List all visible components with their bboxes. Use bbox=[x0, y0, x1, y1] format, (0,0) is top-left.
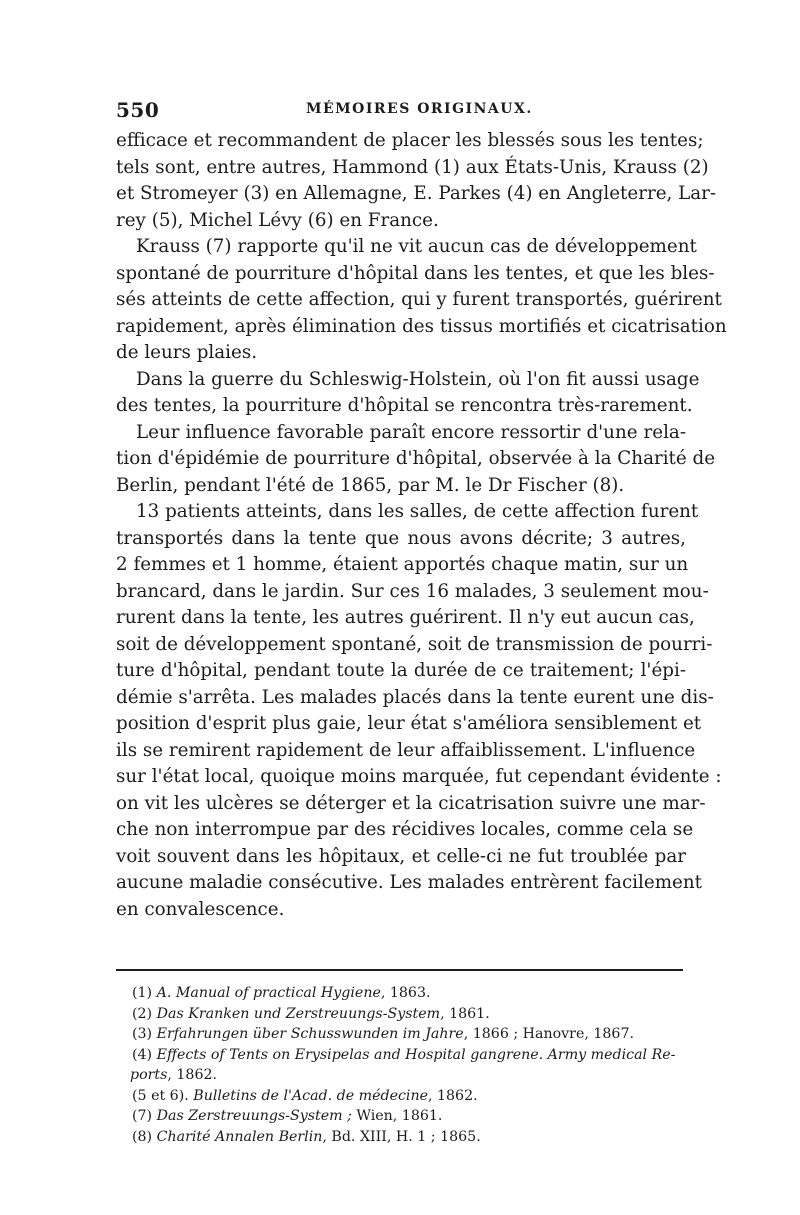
text-line: efficace et recommandent de placer les blessés sous les tentes; bbox=[116, 130, 704, 151]
footnote-mark: (7) bbox=[132, 1108, 153, 1124]
footnotes bbox=[132, 983, 686, 1147]
footnote-5-6 bbox=[132, 1086, 686, 1107]
text-line: spontané de pourriture d'hôpital dans les tentes, et que les bles- bbox=[116, 262, 715, 284]
footnote-author-initial: A. bbox=[156, 985, 176, 1001]
footnote-detail: , 1862. bbox=[427, 1087, 478, 1104]
footnote-detail: , 1863. bbox=[380, 985, 431, 1001]
text-line: en convalescence. bbox=[116, 898, 285, 920]
text-line: Krauss (7) rapporte qu'il ne vit aucun cas de développement bbox=[136, 236, 697, 257]
text-line: ils se remirent rapidement de leur affaiblissement. L'influence bbox=[116, 739, 696, 761]
text-line: aucune maladie consécutive. Les malades entrèrent facilement bbox=[116, 872, 702, 893]
footnote-title: Das Zerstreuungs-System ; bbox=[156, 1108, 352, 1124]
footnote-detail: , 1862. bbox=[167, 1067, 218, 1083]
text-line: on vit les ulcères se déterger et la cicatrisation suivre une mar- bbox=[116, 792, 706, 814]
body-text bbox=[116, 128, 727, 923]
text-line: Dans la guerre du Schleswig-Holstein, où l'on fit aussi usage bbox=[136, 368, 700, 390]
running-title: MÉMOIRES ORIGINAUX. bbox=[306, 101, 533, 117]
page-number: 550 bbox=[116, 98, 160, 122]
text-line: et Stromeyer (3) en Allemagne, E. Parkes (4) en Angleterre, Lar- bbox=[116, 183, 717, 204]
footnote-title: Erfahrungen über Schusswunden im Jahre bbox=[156, 1026, 464, 1042]
footnote-title: ports bbox=[130, 1067, 168, 1083]
text-line: des tentes, la pourriture d'hôpital se rencontra très-rarement. bbox=[116, 395, 693, 416]
footnote-4 bbox=[132, 1045, 686, 1066]
text-line: position d'esprit plus gaie, leur état s'améliora sensiblement et bbox=[116, 713, 702, 734]
footnote-mark: (3) bbox=[132, 1026, 153, 1042]
footnote-8 bbox=[132, 1127, 686, 1148]
footnote-1 bbox=[132, 983, 686, 1004]
footnote-title: Bulletins de l'Acad. de médecine bbox=[193, 1087, 428, 1104]
text-line: 2 femmes et 1 homme, étaient apportés chaque matin, sur un bbox=[116, 554, 689, 575]
text-line: che non interrompue par des récidives locales, comme cela se bbox=[116, 819, 694, 840]
footnote-title: Effects of Tents on Erysipelas and Hospital gangrene. Army medical Re- bbox=[156, 1046, 676, 1063]
footnote-divider bbox=[116, 969, 683, 971]
footnote-title: Manual of practical Hygiene bbox=[175, 985, 381, 1001]
footnote-detail: Wien, 1861. bbox=[351, 1108, 443, 1124]
text-line: ture d'hôpital, pendant toute la durée de ce traitement; l'épi- bbox=[116, 660, 686, 681]
footnote-7 bbox=[132, 1106, 686, 1127]
footnote-detail: , 1861. bbox=[440, 1005, 490, 1022]
text-line: transportés dans la tente que nous avons décrite; 3 autres, bbox=[116, 527, 686, 549]
footnote-mark: (1) bbox=[132, 985, 153, 1001]
page-header bbox=[116, 98, 686, 124]
footnote-2 bbox=[132, 1004, 686, 1025]
text-line: soit de développement spontané, soit de transmission de pourri- bbox=[116, 633, 713, 655]
text-line: sur l'état local, quoique moins marquée, fut cependant évidente : bbox=[116, 766, 722, 787]
text-line: tion d'épidémie de pourriture d'hôpital, observée à la Charité de bbox=[116, 448, 716, 469]
text-line: démie s'arrêta. Les malades placés dans la tente eurent une dis- bbox=[116, 686, 714, 708]
footnote-detail: , Bd. XIII, H. 1 ; 1865. bbox=[322, 1128, 481, 1145]
text-line: de leurs plaies. bbox=[116, 342, 258, 363]
text-line: rurent dans la tente, les autres guérirent. Il n'y eut aucun cas, bbox=[116, 607, 695, 628]
text-line: 13 patients atteints, dans les salles, de cette affection furent bbox=[136, 501, 699, 522]
footnote-mark: (2) bbox=[132, 1005, 153, 1022]
footnote-3 bbox=[132, 1024, 686, 1045]
text-line: rey (5), Michel Lévy (6) en France. bbox=[116, 209, 439, 231]
text-line: sés atteints de cette affection, qui y furent transportés, guérirent bbox=[116, 289, 722, 310]
footnote-mark: (8) bbox=[132, 1128, 153, 1145]
text-line: Berlin, pendant l'été de 1865, par M. le Dr Fischer (8). bbox=[116, 474, 625, 496]
footnote-title: Charité Annalen Berlin bbox=[156, 1128, 323, 1145]
footnote-4-continued bbox=[130, 1065, 686, 1086]
text-line: brancard, dans le jardin. Sur ces 16 malades, 3 seulement mou- bbox=[116, 580, 709, 602]
text-line: rapidement, après élimination des tissus mortifiés et cicatrisation bbox=[116, 315, 727, 337]
text-line: voit souvent dans les hôpitaux, et celle-ci ne fut troublée par bbox=[116, 845, 686, 867]
text-line: tels sont, entre autres, Hammond (1) aux États-Unis, Krauss (2) bbox=[116, 156, 709, 178]
footnote-mark: (5 et 6). bbox=[132, 1087, 189, 1104]
footnote-title: Das Kranken und Zerstreuungs-System bbox=[156, 1005, 441, 1022]
text-line: Leur influence favorable paraît encore ressortir d'une rela- bbox=[136, 421, 686, 443]
footnote-detail: , 1866 ; Hanovre, 1867. bbox=[463, 1026, 634, 1042]
footnote-mark: (4) bbox=[132, 1046, 153, 1063]
